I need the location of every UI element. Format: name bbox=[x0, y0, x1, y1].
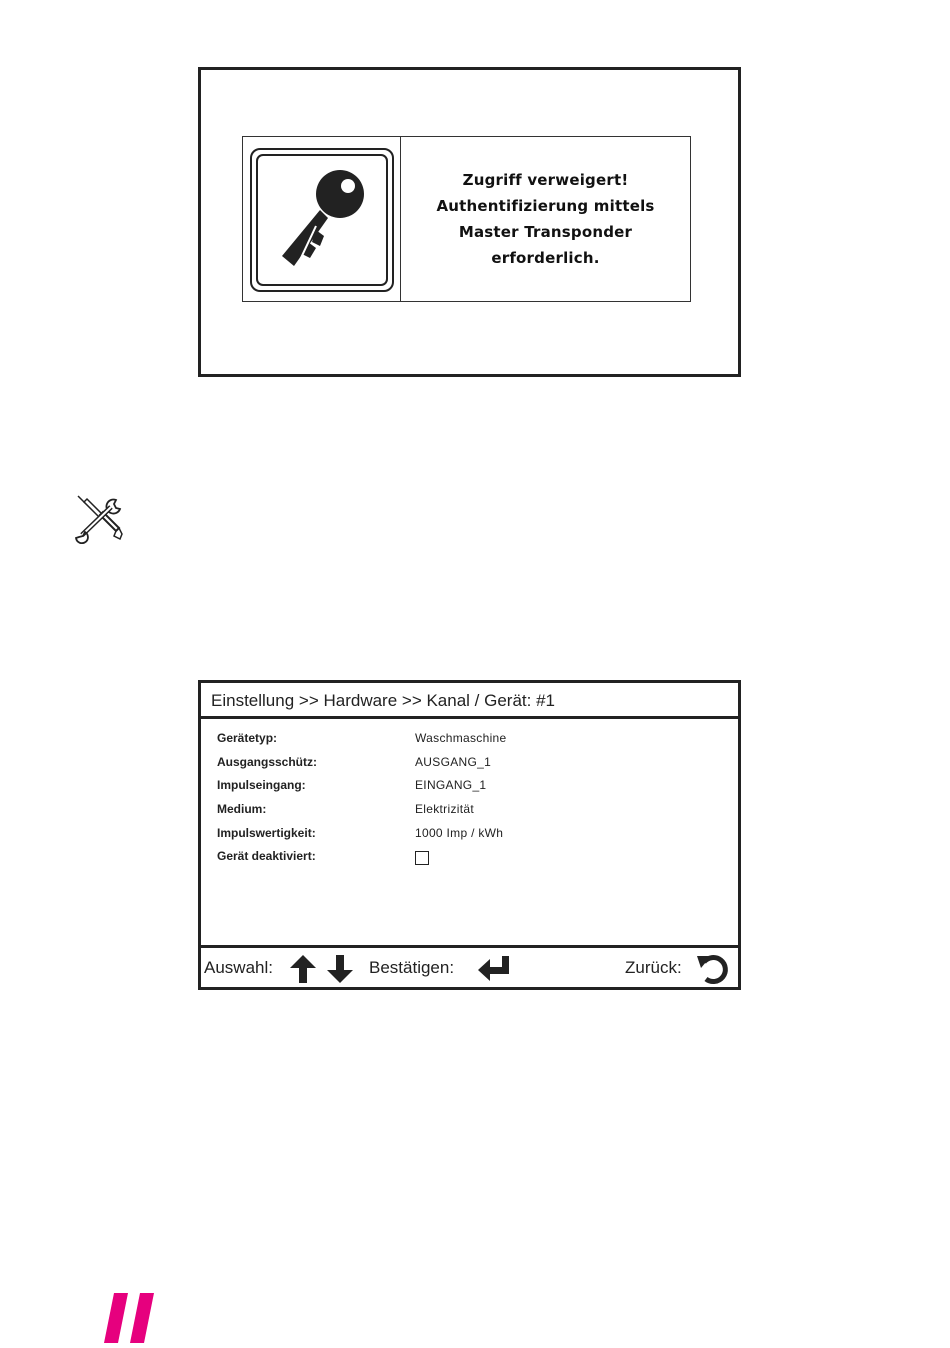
breadcrumb: Einstellung >> Hardware >> Kanal / Gerät: #1 bbox=[211, 691, 555, 710]
arrow-down-icon[interactable] bbox=[326, 953, 354, 990]
field-label: Gerät deaktiviert: bbox=[217, 849, 316, 863]
field-device-type[interactable] bbox=[217, 731, 717, 751]
field-pulse-value[interactable] bbox=[217, 826, 717, 846]
key-tile bbox=[243, 137, 401, 301]
message-line-3: Master Transponder bbox=[458, 223, 633, 241]
back-icon[interactable] bbox=[695, 953, 729, 990]
settings-list bbox=[201, 719, 738, 945]
access-denied-message bbox=[401, 137, 690, 301]
field-device-deactivated[interactable] bbox=[217, 849, 717, 869]
enter-icon[interactable] bbox=[476, 954, 512, 987]
field-label: Medium: bbox=[217, 802, 267, 816]
select-label: Auswahl: bbox=[204, 958, 273, 977]
page-mark-logo bbox=[104, 1293, 156, 1343]
confirm-label: Bestätigen: bbox=[369, 958, 455, 977]
message-line-4: erforderlich. bbox=[491, 249, 600, 267]
field-value: Elektrizität bbox=[415, 802, 474, 816]
deactivated-checkbox[interactable] bbox=[415, 851, 429, 865]
settings-screen bbox=[198, 680, 741, 990]
field-pulse-input[interactable] bbox=[217, 778, 717, 798]
message-line-1: Zugriff verweigert! bbox=[462, 171, 629, 189]
field-label: Ausgangsschütz: bbox=[217, 755, 318, 769]
field-label: Gerätetyp: bbox=[217, 731, 278, 745]
access-denied-screen bbox=[198, 67, 741, 377]
settings-header bbox=[201, 683, 738, 719]
back-label: Zurück: bbox=[625, 958, 682, 977]
field-value: EINGANG_1 bbox=[415, 778, 487, 792]
message-line-2: Authentifizierung mittels bbox=[436, 197, 655, 215]
field-medium[interactable] bbox=[217, 802, 717, 822]
field-output-contactor[interactable] bbox=[217, 755, 717, 775]
field-value: AUSGANG_1 bbox=[415, 755, 492, 769]
key-frame bbox=[250, 148, 394, 292]
field-label: Impulswertigkeit: bbox=[217, 826, 316, 840]
field-value: 1000 Imp / kWh bbox=[415, 826, 504, 840]
settings-footer bbox=[201, 945, 738, 987]
field-label: Impulseingang: bbox=[217, 778, 306, 792]
arrow-up-icon[interactable] bbox=[289, 953, 317, 990]
access-denied-dialog bbox=[242, 136, 691, 302]
key-icon bbox=[256, 154, 388, 286]
field-value: Waschmaschine bbox=[415, 731, 507, 745]
tools-icon bbox=[72, 494, 124, 544]
